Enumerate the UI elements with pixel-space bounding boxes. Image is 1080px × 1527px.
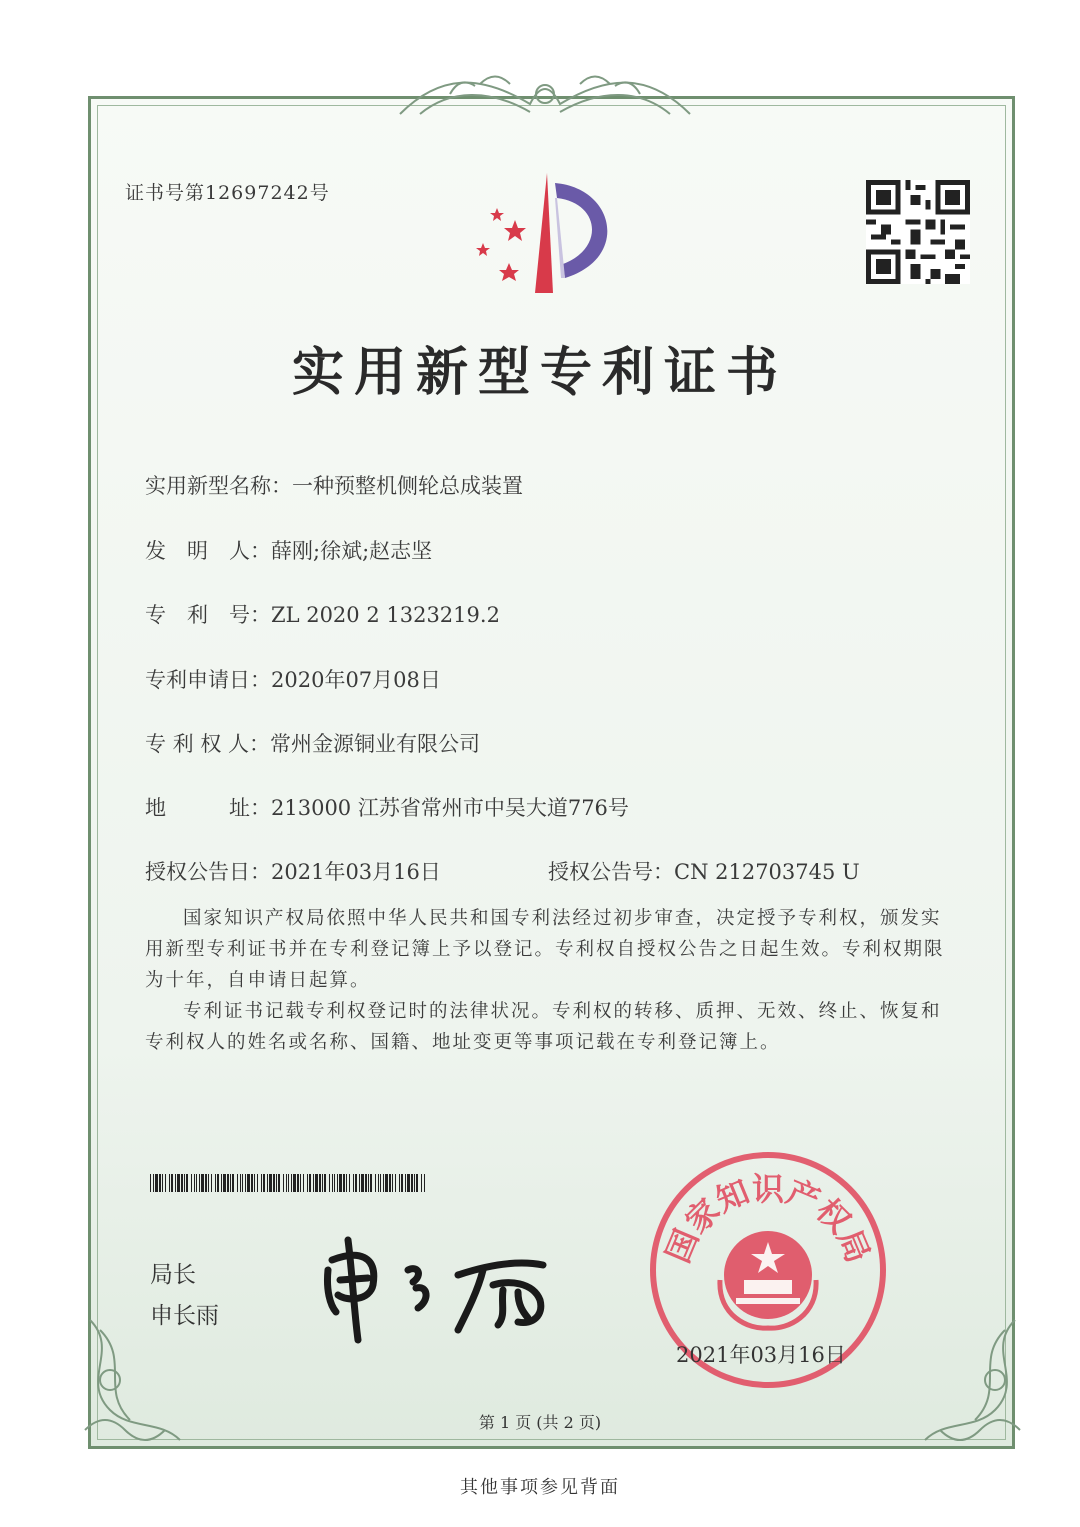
barcode-bar: [395, 1174, 396, 1192]
barcode-bar: [232, 1174, 234, 1192]
barcode-bar: [414, 1174, 415, 1192]
barcode-bar: [355, 1174, 357, 1192]
barcode-bar: [155, 1174, 158, 1192]
barcode-bar: [269, 1174, 272, 1192]
barcode-bar: [405, 1174, 406, 1192]
barcode-bar: [392, 1174, 393, 1192]
patentee-value: 常州金源铜业有限公司: [270, 732, 481, 756]
barcode-bar: [399, 1174, 400, 1192]
barcode-bar: [169, 1174, 170, 1192]
barcode-bar: [329, 1174, 330, 1192]
barcode-bar: [307, 1174, 308, 1192]
barcode-bar: [177, 1174, 180, 1192]
grant-date-row: [145, 856, 441, 886]
barcode-bar: [175, 1174, 176, 1192]
barcode-bar: [215, 1174, 216, 1192]
barcode-bar: [257, 1174, 258, 1192]
barcode-bar: [150, 1174, 151, 1192]
patent-number-label: 专 利 号：: [145, 603, 271, 627]
barcode-bar: [261, 1174, 262, 1192]
barcode-bar: [389, 1174, 391, 1192]
inventor-value: 薛刚;徐斌;赵志坚: [271, 539, 433, 563]
barcode-bar: [186, 1174, 188, 1192]
barcode-bar: [237, 1174, 238, 1192]
barcode-bar: [424, 1174, 425, 1192]
barcode-bar: [359, 1174, 360, 1192]
barcode-bar: [211, 1174, 212, 1192]
barcode-bar: [337, 1174, 338, 1192]
barcode-bar: [322, 1174, 323, 1192]
barcode-bar: [411, 1174, 413, 1192]
barcode-bar: [254, 1174, 255, 1192]
grant-number-label: 授权公告号：: [548, 860, 674, 884]
barcode-bar: [383, 1174, 384, 1192]
address-row: [145, 792, 629, 822]
barcode-bar: [276, 1174, 277, 1192]
patent-number-value: ZL 2020 2 1323219.2: [271, 603, 500, 627]
barcode-bar: [208, 1174, 209, 1192]
grant-date-value: 2021年03月16日: [271, 860, 441, 884]
barcode-bar: [278, 1174, 280, 1192]
barcode-bar: [247, 1174, 250, 1192]
grant-number-row: [548, 856, 860, 886]
barcode-bar: [273, 1174, 275, 1192]
barcode-bar: [223, 1174, 226, 1192]
bottom-right-ornament: [905, 1310, 1035, 1460]
barcode-bar: [300, 1174, 301, 1192]
barcode-bar: [263, 1174, 265, 1192]
certificate-title: 实用新型专利证书: [291, 343, 788, 403]
utility-model-name-value: 一种预整机侧轮总成装置: [292, 474, 523, 498]
barcode-bar: [201, 1174, 204, 1192]
barcode-bar: [221, 1174, 222, 1192]
barcode-bar: [319, 1174, 321, 1192]
barcode-bar: [251, 1174, 253, 1192]
top-ornament: [380, 64, 710, 126]
filing-date-value: 2020年07月08日: [271, 668, 441, 692]
utility-model-name-row: [145, 470, 523, 500]
patent-office-logo: [465, 168, 635, 298]
barcode-bar: [421, 1174, 422, 1192]
patent-number-row: [145, 599, 500, 629]
barcode-bar: [194, 1174, 195, 1192]
filing-date-label: 专利申请日：: [145, 668, 271, 692]
barcode-bar: [159, 1174, 161, 1192]
patentee-row: [145, 728, 480, 758]
barcode-bar: [288, 1174, 289, 1192]
barcode: [150, 1174, 425, 1192]
barcode-bar: [230, 1174, 231, 1192]
grant-date-label: 授权公告日：: [145, 860, 271, 884]
barcode-bar: [245, 1174, 246, 1192]
barcode-bar: [370, 1174, 372, 1192]
barcode-bar: [303, 1174, 304, 1192]
barcode-bar: [385, 1174, 388, 1192]
grant-number-value: CN 212703745 U: [674, 860, 860, 884]
barcode-bar: [196, 1174, 197, 1192]
statement-paragraph-2: 专利证书记载专利权登记时的法律状况。专利权的转移、质押、无效、终止、恢复和专利权人的姓名或名称、国籍、地址变更等事项记载在专利登记簿上。: [145, 1001, 942, 1053]
barcode-bar: [191, 1174, 192, 1192]
barcode-bar: [240, 1174, 241, 1192]
barcode-bar: [401, 1174, 403, 1192]
barcode-bar: [199, 1174, 200, 1192]
address-label: 地 址：: [145, 796, 271, 820]
page-number: 第 1 页 (共 2 页): [478, 1413, 602, 1432]
barcode-bar: [153, 1174, 154, 1192]
barcode-bar: [339, 1174, 342, 1192]
barcode-bar: [368, 1174, 369, 1192]
director-name: 申长雨: [150, 1303, 219, 1329]
patentee-label: 专 利 权 人：: [145, 732, 271, 756]
barcode-bar: [242, 1174, 243, 1192]
barcode-bar: [380, 1174, 381, 1192]
barcode-bar: [313, 1174, 314, 1192]
barcode-bar: [346, 1174, 347, 1192]
certificate-number: 证书号第12697242号: [125, 182, 330, 204]
barcode-bar: [291, 1174, 292, 1192]
barcode-bar: [361, 1174, 364, 1192]
barcode-bar: [171, 1174, 173, 1192]
svg-text:国家知识产权局: 国家知识产权局: [658, 1170, 878, 1269]
director-title: 局长: [150, 1262, 196, 1288]
utility-model-name-label: 实用新型名称：: [145, 474, 292, 498]
barcode-bar: [205, 1174, 207, 1192]
statement-paragraph-1: 国家知识产权局依照中华人民共和国专利法经过初步审查，决定授予专利权，颁发实用新型专利证书并在专利登记簿上予以登记。专利权自授权公告之日起生效。专利权期限为十年，自申请日起算。: [145, 908, 945, 991]
barcode-bar: [227, 1174, 229, 1192]
barcode-bar: [378, 1174, 379, 1192]
barcode-bar: [181, 1174, 183, 1192]
barcode-bar: [407, 1174, 410, 1192]
director-signature: [318, 1230, 558, 1345]
barcode-bar: [165, 1174, 166, 1192]
barcode-bar: [353, 1174, 354, 1192]
barcode-bar: [315, 1174, 318, 1192]
barcode-bar: [349, 1174, 350, 1192]
barcode-bar: [297, 1174, 299, 1192]
barcode-bar: [267, 1174, 268, 1192]
barcode-bar: [343, 1174, 345, 1192]
inventor-label: 发 明 人：: [145, 539, 271, 563]
seal-date: 2021年03月16日: [676, 1343, 846, 1367]
barcode-bar: [217, 1174, 219, 1192]
barcode-bar: [416, 1174, 418, 1192]
barcode-bar: [286, 1174, 287, 1192]
bottom-left-ornament: [70, 1310, 200, 1460]
qr-code: [866, 180, 970, 284]
barcode-bar: [332, 1174, 333, 1192]
barcode-bar: [283, 1174, 284, 1192]
barcode-bar: [324, 1174, 326, 1192]
address-value: 213000 江苏省常州市中吴大道776号: [271, 796, 629, 820]
barcode-bar: [162, 1174, 163, 1192]
barcode-bar: [375, 1174, 376, 1192]
filing-date-row: [145, 664, 441, 694]
footer-note: 其他事项参见背面: [460, 1477, 620, 1498]
inventor-row: [145, 535, 432, 565]
barcode-bar: [334, 1174, 335, 1192]
barcode-bar: [293, 1174, 296, 1192]
barcode-bar: [184, 1174, 185, 1192]
barcode-bar: [365, 1174, 367, 1192]
barcode-bar: [309, 1174, 311, 1192]
